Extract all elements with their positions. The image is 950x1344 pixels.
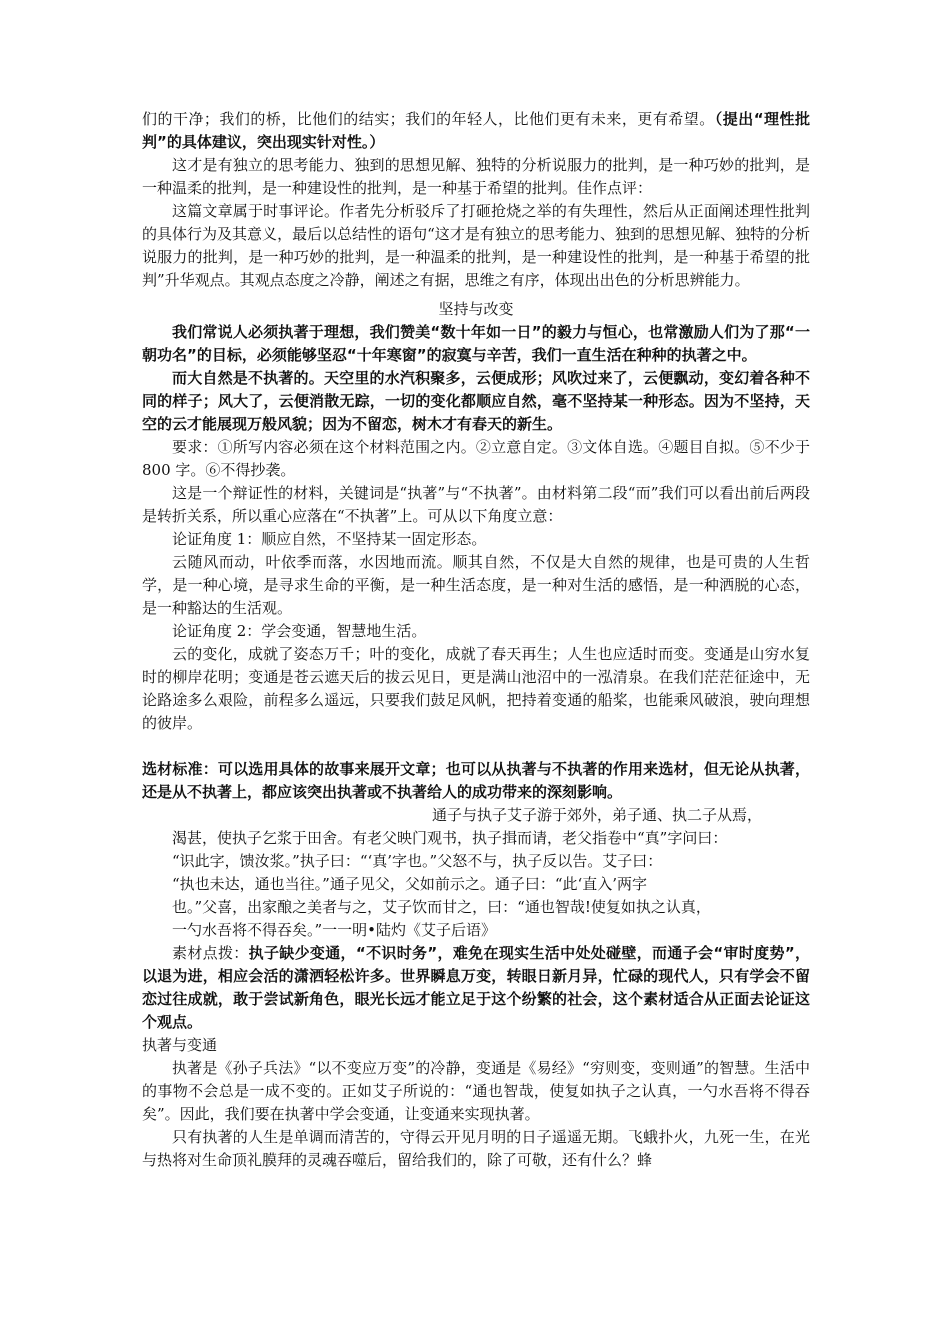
paragraph: 这才是有独立的思考能力、独到的思想见解、独特的分析说服力的批判，是一种巧妙的批判，是一种温柔的批判，是一种建设性的批判，是一种基于希望的批判。佳作点评： <box>142 156 810 197</box>
argument-angle: 论证角度 1：顺应自然，不坚持某一固定形态。 <box>172 530 487 548</box>
argument-angle: 论证角度 2：学会变通，智慧地生活。 <box>172 622 427 640</box>
quoted-story <box>142 804 810 942</box>
material-paragraph: 而大自然是不执著的。天空里的水汽积聚多，云便成形；风吹过来了，云便飘动，变幻着各种不同的样子；风大了，云便消散无踪，一切的变化都顺应自然，毫不坚持某一种形态。因为不坚持，天空的云才能展现万般风貌；因为不留恋，树木才有春天的新生。 <box>142 369 810 433</box>
quote-line: “识此字，馈汝浆。”执子曰：“‘真’字也。”父怒不与，执子反以告。艾子曰： <box>172 852 663 870</box>
hint-label: 素材点拨： <box>172 944 249 962</box>
analysis-paragraph: 这是一个辩证性的材料，关键词是“执著”与“不执著”。由材料第二段“而”我们可以看出前后两段是转折关系，所以重心应落在“不执著”上。可从以下角度立意： <box>142 484 810 525</box>
quote-line: “执也未达，通也当往。”通子见父，父如前示之。通子曰：“此‘直入’两字 <box>172 875 648 893</box>
requirements: 要求：①所写内容必须在这个材料范围之内。②立意自定。③文体自选。④题目自拟。⑤不少于 800 字。⑥不得抄袭。 <box>142 438 810 479</box>
annotation-note: （提出“理性批判”的具体建议，突出现实针对性。） <box>142 110 811 151</box>
quote-line: 渴甚，使执子乞浆于田舍。有老父映门观书，执子揖而请，老父指卷中“真”字问曰： <box>172 829 728 847</box>
material-hint <box>142 942 810 1034</box>
material-paragraph: 我们常说人必须执著于理想，我们赞美“数十年如一日”的毅力与恒心，也常激励人们为了那“一朝功名”的目标，必须能够坚忍“十年寒窗”的寂寞与辛苦，我们一直生活在种种的执著之中。 <box>142 323 810 364</box>
paragraph: 这篇文章属于时事评论。作者先分析驳斥了打砸抢烧之举的有失理性，然后从正面阐述理性批判的具体行为及其意义，最后以总结性的语句“这才是有独立的思考能力、独到的思想见解、独特的分析说服力的批判，是一种巧妙的批判，是一种温柔的批判，是一种建设性的批判，是一种基于希望的批判”升华观点。其观点态度之冷静，阐述之有据，思维之有序，体现出出色的分析思辨能力。 <box>142 202 810 289</box>
selection-criteria: 选材标准：可以选用具体的故事来展开文章；也可以从执著与不执著的作用来选材，但无论从执著，还是从不执著上，都应该突出执著或不执著给人的成功带来的深刻影响。 <box>142 760 810 801</box>
section-title: 执著与变通 <box>142 1036 218 1054</box>
quote-line: 通子与执子艾子游于郊外，弟子通、执二子从焉， <box>432 806 763 824</box>
section-title: 坚持与改变 <box>438 300 514 318</box>
quote-line: 也。”父喜，出家酿之美者与之，艾子饮而甘之，曰：“通也智哉!使复如执之认真， <box>172 898 711 916</box>
essay-paragraph: 只有执著的人生是单调而清苦的，守得云开见月明的日子遥遥无期。飞蛾扑火，九死一生，在光与热将对生命顶礼膜拜的灵魂吞噬后，留给我们的，除了可敬，还有什么？蜂 <box>142 1128 810 1169</box>
analysis-paragraph: 云的变化，成就了姿态万千；叶的变化，成就了春天再生；人生也应适时而变。变通是山穷水复时的柳岸花明；变通是苍云遮天后的拔云见日，更是满山池沼中的一泓清泉。在我们茫茫征途中，无论路途多么艰险，前程多么遥远，只要我们鼓足风帆，把持着变通的船桨，也能乘风破浪，驶向理想的彼岸。 <box>142 645 810 732</box>
paragraph <box>142 108 810 154</box>
paragraph-text: 们的干净；我们的桥，比他们的结实；我们的年轻人，比他们更有未来，更有希望。 <box>142 110 715 128</box>
hint-text: 执子缺少变通，“不识时务”，难免在现实生活中处处碰壁，而通子会“审时度势”，以退为进，相应会活的潇洒轻松许多。世界瞬息万变，转眼日新月异，忙碌的现代人，只有学会不留恋过往成就，敢于尝试新角色，眼光长远才能立足于这个纷繁的社会，这个素材适合从正面去论证这个观点。 <box>142 944 810 1031</box>
quote-line: 一勺水吾将不得吞矣。”一一明•陆灼《艾子后语》 <box>172 921 497 939</box>
analysis-paragraph: 云随风而动，叶依季而落，水因地而流。顺其自然，不仅是大自然的规律，也是可贵的人生哲学，是一种心境，是寻求生命的平衡，是一种生活态度，是一种对生活的感悟，是一种洒脱的心态，是一种豁达的生活观。 <box>142 553 810 617</box>
essay-paragraph: 执著是《孙子兵法》“以不变应万变”的冷静，变通是《易经》“穷则变，变则通”的智慧。生活中的事物不会总是一成不变的。正如艾子所说的：“通也智哉，使复如执子之认真，一勺水吾将不得吞矣”。因此，我们要在执著中学会变通，让变通来实现执著。 <box>142 1059 810 1123</box>
document-page <box>142 108 810 1172</box>
spacer <box>142 735 810 758</box>
